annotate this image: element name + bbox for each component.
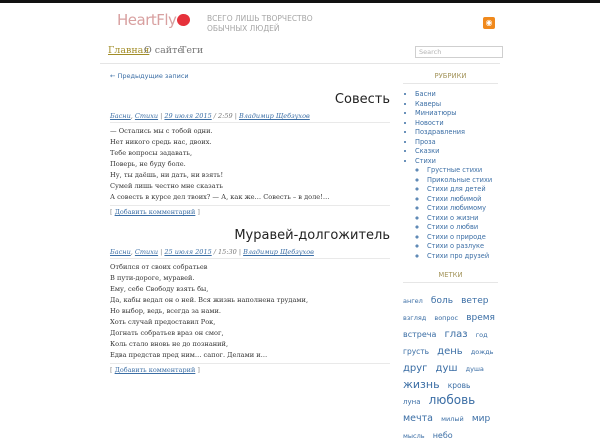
subcategory-item[interactable]: ◦ Стихи любимой: [427, 195, 498, 205]
subcategory-item[interactable]: ◦ Стихи для детей: [427, 185, 498, 195]
rubrics-heading: РУБРИКИ: [434, 72, 467, 80]
excerpt-line: Ну, ты даёшь, ни дать, ни взять!: [110, 171, 224, 179]
tag-link[interactable]: кровь: [447, 381, 471, 390]
heart-icon: [177, 13, 192, 27]
post: [110, 228, 390, 374]
tag-link[interactable]: год: [475, 331, 488, 339]
tag-link[interactable]: любовь: [428, 393, 476, 407]
nav-item-about[interactable]: О сайте: [144, 45, 184, 56]
post-title[interactable]: Совесть: [334, 92, 390, 107]
tag-link[interactable]: встреча: [403, 330, 437, 339]
post-excerpt: [110, 126, 390, 203]
subcategory-item[interactable]: ◦ Стихи о разлуке: [427, 242, 498, 252]
tag-link[interactable]: день: [437, 346, 463, 357]
post-meta: Басни, Стихи | 25 июля 2015 / 15:30 | Владимир Щебзухов: [110, 248, 390, 259]
tag-link[interactable]: душ: [435, 363, 458, 374]
tag-link[interactable]: боль: [430, 296, 454, 306]
tag-link[interactable]: вопрос: [434, 314, 459, 322]
previous-posts-link[interactable]: ← Предыдущие записи: [110, 72, 189, 80]
post-time: 15:30: [218, 248, 237, 256]
tags-heading: МЕТКИ: [438, 271, 463, 279]
tag-link[interactable]: глаз: [444, 329, 468, 340]
comment-area: [ Добавить комментарий ]: [110, 363, 390, 374]
subcategory-item[interactable]: ◦ Стихи любимому: [427, 204, 498, 214]
post-date-link[interactable]: 25 июля 2015: [164, 248, 212, 256]
site-tagline: ВСЕГО ЛИШЬ ТВОРЧЕСТВО ОБЫЧНЫХ ЛЮДЕЙ: [207, 14, 313, 33]
add-comment-link[interactable]: Добавить комментарий: [114, 208, 196, 216]
subcategory-item[interactable]: ◦ Стихи о природе: [427, 233, 498, 243]
category-list: [403, 90, 498, 261]
category-item-label[interactable]: Стихи: [415, 156, 436, 165]
tag-link[interactable]: мечта: [403, 413, 433, 424]
excerpt-line: Нет никого средь нас, двоих.: [110, 138, 212, 146]
subcategory-list: [415, 166, 498, 261]
post-title[interactable]: Муравей-долгожитель: [234, 228, 390, 243]
tag-link[interactable]: небо: [432, 431, 453, 440]
content-column: [110, 72, 390, 374]
post-meta: Басни, Стихи | 29 июля 2015 / 2:59 | Владимир Щебзухов: [110, 112, 390, 123]
excerpt-line: Отбился от своих собратьев: [110, 263, 208, 271]
excerpt-line: — Остались мы с тобой одни.: [110, 127, 213, 135]
post-time: 2:59: [218, 112, 233, 120]
excerpt-line: Ему, себе Свободу взять бы,: [110, 285, 209, 293]
tag-link[interactable]: грусть: [403, 347, 430, 356]
tag-link[interactable]: луна: [403, 398, 421, 406]
nav-item-tags[interactable]: Теги: [180, 45, 204, 56]
excerpt-line: Сумей лишь честно мне сказать: [110, 182, 223, 190]
excerpt-line: Догнать собратьев враз он смог,: [110, 329, 224, 337]
site-header: [0, 3, 600, 40]
excerpt-line: А совесть в курсе дел твоих? — А, как же… Совесть – в доле!…: [110, 193, 330, 201]
post: [110, 92, 390, 216]
category-item[interactable]: • Проза: [415, 138, 498, 148]
category-item[interactable]: • Поздравления: [415, 128, 498, 138]
tag-link[interactable]: жизнь: [403, 378, 440, 391]
author-link[interactable]: Владимир Щебзухов: [243, 248, 314, 256]
category-item[interactable]: • Сказки: [415, 147, 498, 157]
author-link[interactable]: Владимир Щебзухов: [238, 112, 310, 120]
category-link[interactable]: Басни: [110, 112, 131, 120]
excerpt-line: Тебе вопросы задавать,: [110, 149, 193, 157]
tag-link[interactable]: ветер: [461, 296, 489, 306]
rss-icon[interactable]: ◉: [483, 17, 495, 29]
divider: [403, 282, 498, 283]
subcategory-item[interactable]: ◦ Стихи о жизни: [427, 214, 498, 224]
tag-link[interactable]: дождь: [470, 348, 494, 356]
subcategory-item[interactable]: ◦ Стихи о любви: [427, 223, 498, 233]
tag-link[interactable]: милый: [441, 415, 464, 423]
excerpt-line: Да, кабы ведал он о ней. Вся жизнь наполнена трудами,: [110, 296, 309, 304]
category-item[interactable]: • Басни: [415, 90, 498, 100]
logo-text: HeartFly: [117, 11, 177, 29]
tag-link[interactable]: душа: [465, 365, 484, 373]
subcategory-item[interactable]: ◦ Стихи про друзей: [427, 252, 498, 262]
excerpt-line: Едва представ пред ним… сапог. Делами и…: [110, 351, 268, 359]
post-excerpt: [110, 262, 390, 361]
tag-link[interactable]: взгляд: [403, 314, 427, 322]
sidebar: [403, 72, 498, 443]
category-link[interactable]: Стихи: [134, 248, 159, 256]
category-link[interactable]: Стихи: [134, 112, 159, 120]
excerpt-line: В пути-дороге, муравей.: [110, 274, 195, 282]
excerpt-line: Хоть случай предоставил Рок,: [110, 318, 216, 326]
category-link[interactable]: Басни: [110, 248, 131, 256]
subcategory-item[interactable]: ◦ Грустные стихи: [427, 166, 498, 176]
tag-link[interactable]: мир: [471, 414, 491, 424]
search-input[interactable]: Search: [415, 46, 503, 58]
post-date-link[interactable]: 29 июля 2015: [164, 112, 212, 120]
tag-link[interactable]: мысль: [403, 432, 425, 440]
tag-link[interactable]: ангел: [403, 297, 423, 305]
add-comment-link[interactable]: Добавить комментарий: [114, 366, 196, 374]
excerpt-line: Поверь, не буду боле.: [110, 160, 186, 168]
excerpt-line: Но выбор, ведь, всегда за нами.: [110, 307, 222, 315]
divider: [403, 83, 498, 84]
category-item[interactable]: • Миниатюры: [415, 109, 498, 119]
category-item[interactable]: [415, 157, 498, 262]
nav-item-home[interactable]: Главная: [108, 45, 150, 56]
tag-link[interactable]: время: [466, 313, 495, 323]
subcategory-item[interactable]: ◦ Прикольные стихи: [427, 176, 498, 186]
category-item[interactable]: • Новости: [415, 119, 498, 129]
comment-area: [ Добавить комментарий ]: [110, 205, 390, 216]
tag-cloud: [403, 291, 498, 443]
excerpt-line: Коль стало вновь не до познаний,: [110, 340, 229, 348]
site-logo[interactable]: [117, 11, 190, 29]
category-item[interactable]: • Каверы: [415, 100, 498, 110]
tag-link[interactable]: друг: [403, 363, 428, 374]
